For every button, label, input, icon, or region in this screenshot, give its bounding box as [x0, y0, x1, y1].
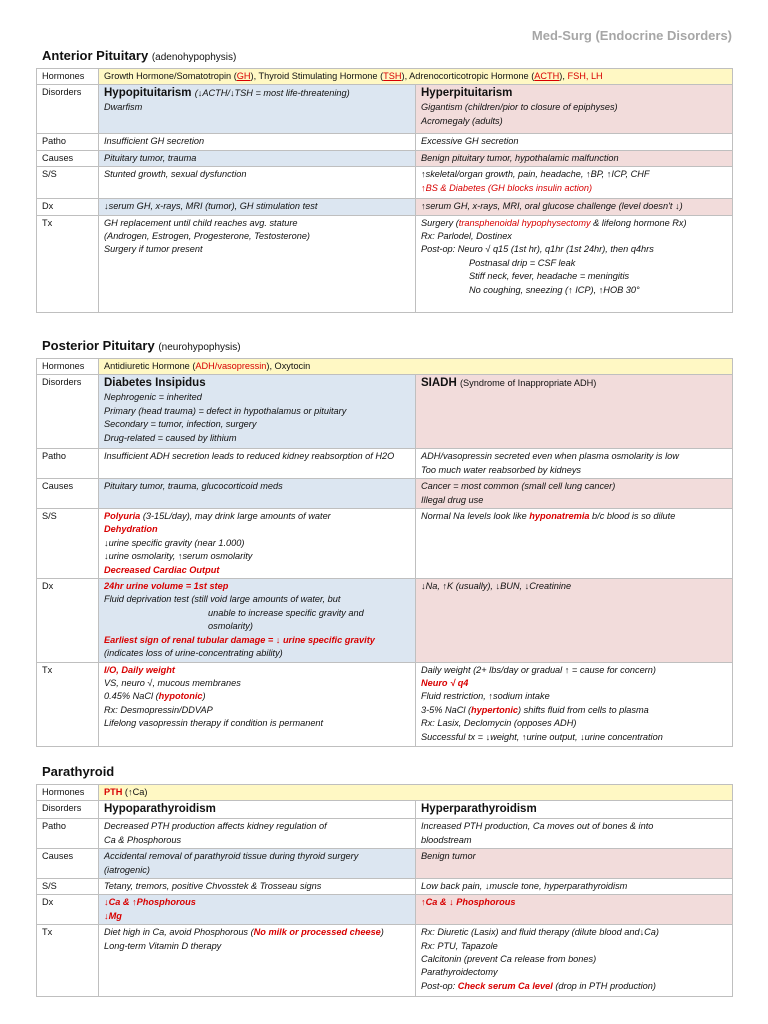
ss-right: Normal Na levels look like hyponatremia b/c blood is so dilute: [416, 509, 733, 579]
section-anterior-pituitary: [36, 48, 733, 313]
row-label: Dx: [37, 199, 99, 215]
hormone-text: Growth Hormone/Somatotropin (: [104, 71, 237, 81]
row-label: Causes: [37, 479, 99, 509]
section-title: [42, 48, 733, 64]
row-label: Causes: [37, 849, 99, 879]
row-label: Tx: [37, 215, 99, 312]
hormone-tsh: TSH: [383, 71, 402, 81]
parathyroid-table: [36, 784, 733, 997]
ss-left: Stunted growth, sexual dysfunction: [99, 167, 416, 199]
section-title-text: Posterior Pituitary: [42, 338, 155, 353]
disorder-subtype: Secondary = tumor, infection, surgery: [104, 419, 257, 430]
hormone-text: ),: [559, 71, 568, 81]
patho-right: Excessive GH secretion: [416, 134, 733, 150]
tx-line: No coughing, sneezing (↑ ICP), ↑HOB 30°: [469, 284, 640, 295]
row-label: Dx: [37, 895, 99, 925]
disorder-left: Hypoparathyroidism: [99, 801, 416, 819]
section-subtitle: (adenohypophysis): [151, 52, 237, 63]
row-label: S/S: [37, 167, 99, 199]
disorder-subtype: Dwarfism: [104, 102, 143, 113]
tx-line: Stiff neck, fever, headache = meningitis: [469, 271, 630, 282]
row-label: Tx: [37, 925, 99, 997]
anterior-table: [36, 68, 733, 313]
disorder-right: Hyperparathyroidism: [416, 801, 733, 819]
row-label: Causes: [37, 150, 99, 166]
patho-left: Insufficient ADH secretion leads to reduced kidney reabsorption of H2O: [99, 449, 416, 479]
dx-left: ↓serum GH, x-rays, MRI (tumor), GH stimulation test: [99, 199, 416, 215]
tx-left: I/O, Daily weight VS, neuro √, mucous membranes 0.45% NaCl (hypotonic) Rx: Desmopressin/DDVAP Lifelong vasopressin therapy if condition is permanent: [99, 662, 416, 746]
patho-right: ADH/vasopressin secreted even when plasma osmolarity is low Too much water reabsorbed by kidneys: [416, 449, 733, 479]
disorder-subtype: Drug-related = caused by lithium: [104, 432, 237, 443]
disorder-subtype: Primary (head trauma) = defect in hypothalamus or pituitary: [104, 405, 347, 416]
disorder-title: Hyperpituitarism: [421, 87, 513, 100]
hormone-text: ), Thyroid Stimulating Hormone (: [250, 71, 384, 81]
hormone-acth: ACTH: [534, 71, 560, 81]
ss-right: [416, 167, 733, 199]
tx-right: Rx: Diuretic (Lasix) and fluid therapy (dilute blood and↓Ca) Rx: PTU, Tapazole Calcitonin (prevent Ca release from bones) Parathyroidectomy Post-op: Check serum Ca level (drop in PTH production): [416, 925, 733, 997]
causes-right: Cancer = most common (small cell lung cancer) Illegal drug use: [416, 479, 733, 509]
row-label: S/S: [37, 879, 99, 895]
row-label: Patho: [37, 134, 99, 150]
section-parathyroid: [36, 764, 733, 997]
row-label: Dx: [37, 579, 99, 662]
hormones-cell: Antidiuretic Hormone (ADH/vasopressin), Oxytocin: [99, 359, 733, 375]
row-label: Tx: [37, 662, 99, 746]
disorder-right: [416, 85, 733, 134]
posterior-table: [36, 358, 733, 747]
row-label: S/S: [37, 509, 99, 579]
disorder-title: SIADH (Syndrome of Inappropriate ADH): [421, 377, 597, 390]
row-label: Hormones: [37, 785, 99, 801]
tx-line: Surgery if tumor present: [104, 244, 203, 255]
disorder-subtype: Nephrogenic = inherited: [104, 392, 202, 403]
tx-line: (Androgen, Estrogen, Progesterone, Testosterone): [104, 231, 310, 242]
hormones-cell: [99, 69, 733, 85]
patho-left: Decreased PTH production affects kidney regulation of Ca & Phosphorous: [99, 819, 416, 849]
causes-right: Benign pituitary tumor, hypothalamic malfunction: [416, 150, 733, 166]
tx-left: [99, 215, 416, 312]
row-label: Hormones: [37, 359, 99, 375]
dx-left: 24hr urine volume = 1st step Fluid deprivation test (still void large amounts of water, but unable to increase specific gravity and osmolarity) Earliest sign of renal tubular damage = ↓ urine specific gravity (indicates loss of urine-concentrating ability): [99, 579, 416, 662]
ss-right: Low back pain, ↓muscle tone, hyperparathyroidism: [416, 879, 733, 895]
ss-left: Polyuria (3-15L/day), may drink large amounts of water Dehydration ↓urine specific gravity (near 1.000) ↓urine osmolarity, ↑serum osmolarity Decreased Cardiac Output: [99, 509, 416, 579]
hormones-cell: PTH (↑Ca): [99, 785, 733, 801]
row-label: Patho: [37, 819, 99, 849]
hormone-gh: GH: [236, 71, 251, 81]
disorder-right: [416, 375, 733, 449]
row-label: Patho: [37, 449, 99, 479]
section-title: [42, 338, 733, 354]
disorder-left: [99, 85, 416, 134]
disorder-title: Diabetes Insipidus: [104, 377, 206, 390]
tx-line: Post-op: Neuro √ q15 (1st hr), q1hr (1st 24hr), then q4hrs: [421, 244, 654, 255]
disorder-left: [99, 375, 416, 449]
hormone-text: ), Adrenocorticotropic Hormone (: [401, 71, 535, 81]
tx-left: Diet high in Ca, avoid Phosphorous (No milk or processed cheese) Long-term Vitamin D therapy: [99, 925, 416, 997]
dx-right: ↓Na, ↑K (usually), ↓BUN, ↓Creatinine: [416, 579, 733, 662]
tx-line: GH replacement until child reaches avg. stature: [104, 217, 298, 228]
ss-line-highlight: ↑BS & Diabetes (GH blocks insulin action): [421, 182, 593, 193]
section-posterior-pituitary: [36, 338, 733, 747]
dx-right: ↑serum GH, x-rays, MRI, oral glucose challenge (level doesn't ↓): [416, 199, 733, 215]
disorder-subtype: Gigantism (children/pior to closure of epiphyses): [421, 102, 618, 113]
disorder-title: Hypopituitarism (↓ACTH/↓TSH = most life-threatening): [104, 87, 350, 100]
causes-left: Pituitary tumor, trauma, glucocorticoid meds: [99, 479, 416, 509]
patho-right: Increased PTH production, Ca moves out of bones & into bloodstream: [416, 819, 733, 849]
tx-right: [416, 215, 733, 312]
tx-line: Rx: Parlodel, Dostinex: [421, 231, 512, 242]
dx-left: ↓Ca & ↑Phosphorous ↓Mg: [99, 895, 416, 925]
ss-line: ↑skeletal/organ growth, pain, headache, ↑BP, ↑ICP, CHF: [421, 169, 650, 180]
section-subtitle: (neurohypophysis): [158, 342, 241, 353]
section-title-text: Anterior Pituitary: [42, 48, 149, 63]
section-title: Parathyroid: [42, 764, 115, 779]
disorder-subtype: Acromegaly (adults): [421, 115, 503, 126]
row-label: Disorders: [37, 801, 99, 819]
causes-right: Benign tumor: [416, 849, 733, 879]
causes-left: Pituitary tumor, trauma: [99, 150, 416, 166]
tx-right: Daily weight (2+ lbs/day or gradual ↑ = cause for concern) Neuro √ q4 Fluid restriction, ↑sodium intake 3-5% NaCl (hypertonic) shifts fluid from cells to plasma Rx: Lasix, Declomycin (opposes ADH) Successful tx = ↓weight, ↑urine output, ↓urine concentration: [416, 662, 733, 746]
row-label: Disorders: [37, 375, 99, 449]
causes-left: Accidental removal of parathyroid tissue during thyroid surgery (iatrogenic): [99, 849, 416, 879]
row-label: Hormones: [37, 69, 99, 85]
patho-left: Insufficient GH secretion: [99, 134, 416, 150]
tx-line: Surgery (transphenoidal hypophysectomy & lifelong hormone Rx): [421, 217, 687, 228]
row-label: Disorders: [37, 85, 99, 134]
tx-line: Postnasal drip = CSF leak: [469, 257, 576, 268]
hormone-fsh-lh: FSH, LH: [567, 71, 603, 81]
dx-right: ↑Ca & ↓ Phosphorous: [416, 895, 733, 925]
document-header: Med-Surg (Endocrine Disorders): [531, 28, 732, 43]
ss-left: Tetany, tremors, positive Chvosstek & Trosseau signs: [99, 879, 416, 895]
